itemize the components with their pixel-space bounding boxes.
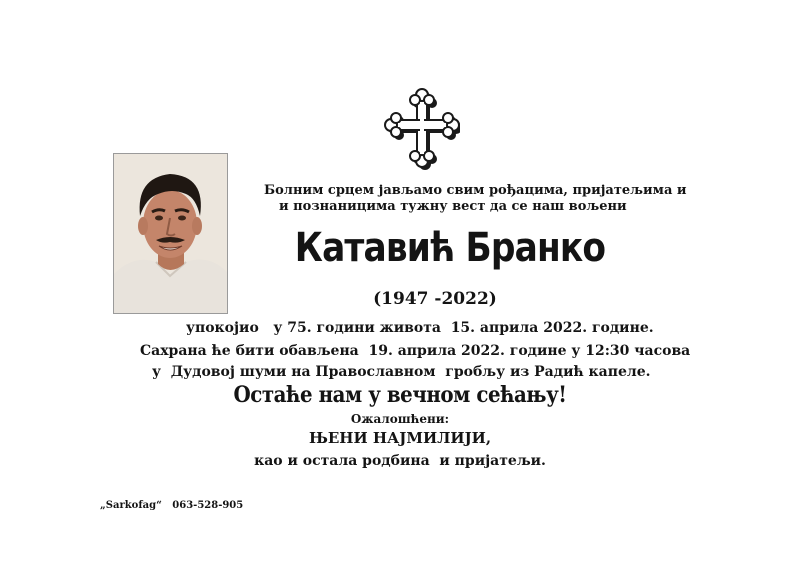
footer-contact: „Sarkofag“ 063-528-905 (100, 500, 244, 511)
mourners-relatives: као и остала родбина и пријатељи. (254, 453, 546, 469)
death-date-line: упокојио у 75. години живота 15. априла 2022. године. (186, 320, 654, 336)
funeral-date-line: Сахрана ће бити обављена 19. априла 2022. године у 12:30 часова (140, 343, 691, 359)
mourners-closest: ЊЕНИ НАЈМИЛИЈИ, (308, 429, 492, 447)
intro-text-line-1: Болним срцем јављамо свим рођацима, пријатељима и (264, 183, 687, 198)
orthodox-cross-icon (384, 86, 460, 170)
funeral-location-line: у Дудовој шуми на Православном гробљу из Радић капеле. (152, 364, 651, 380)
remembrance-line: Остаће нам у вечном сећању! (233, 382, 567, 408)
deceased-name: Катавић Бранко (294, 225, 606, 271)
mourning-label: Ожалошћени: (350, 412, 450, 426)
intro-text-line-2: и познаницима тужну вест да се наш вољени (279, 199, 627, 214)
portrait-photo (113, 153, 228, 314)
life-years: (1947 -2022) (373, 289, 497, 309)
